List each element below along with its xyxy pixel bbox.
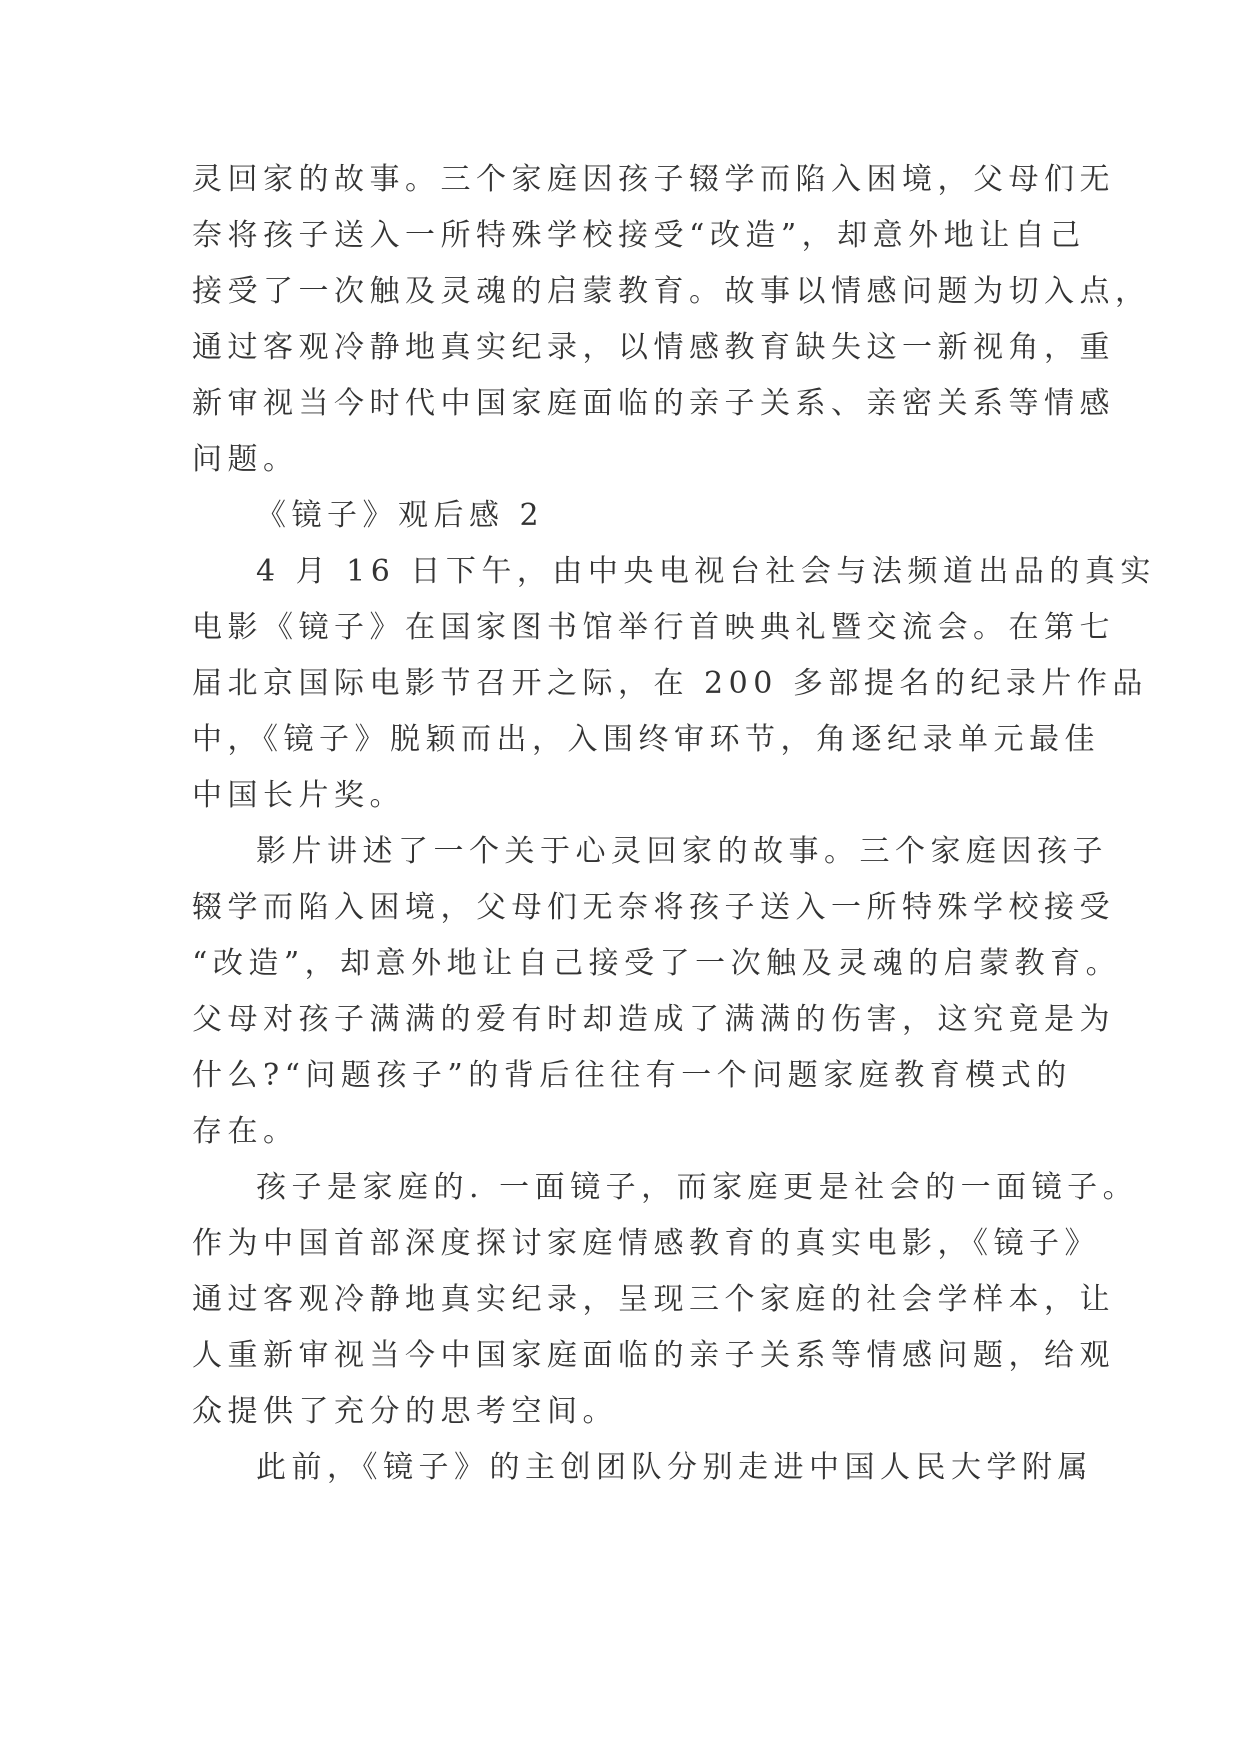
text-line: 什么?“问题孩子”的背后往往有一个问题家庭教育模式的: [192, 1058, 1072, 1093]
text-line: “改造”，却意外地让自己接受了一次触及灵魂的启蒙教育。: [192, 946, 1122, 981]
text-line: 接受了一次触及灵魂的启蒙教育。故事以情感问题为切入点，: [192, 274, 1151, 309]
text-line: 影片讲述了一个关于心灵回家的故事。三个家庭因孩子: [256, 834, 1108, 869]
text-line: 人重新审视当今中国家庭面临的亲子关系等情感问题，给观: [192, 1338, 1115, 1373]
text-line: 奈将孩子送入一所特殊学校接受“改造”，却意外地让自己: [192, 218, 1086, 253]
text-line: 众提供了充分的思考空间。: [192, 1394, 618, 1429]
text-line: 孩子是家庭的. 一面镜子，而家庭更是社会的一面镜子。: [256, 1170, 1139, 1205]
text-line: 中国长片奖。: [192, 778, 405, 813]
section-heading: [192, 488, 1077, 544]
text-line: 中，《镜子》脱颖而出，入围终审环节，角逐纪录单元最佳: [192, 722, 1100, 757]
text-line: 通过客观冷静地真实纪录，呈现三个家庭的社会学样本，让: [192, 1282, 1115, 1317]
text-line: 4 月 16 日下午，由中央电视台社会与法频道出品的真实: [256, 554, 1156, 589]
paragraph-film-story: [192, 824, 1122, 1160]
text-line: 存在。: [192, 1114, 299, 1149]
text-line: 届北京国际电影节召开之际，在 200 多部提名的纪录片作品: [192, 666, 1148, 701]
paragraph-premiere: [192, 544, 1156, 824]
text-line: 灵回家的故事。三个家庭因孩子辍学而陷入困境，父母们无: [192, 162, 1115, 197]
text-line: 问题。: [192, 442, 299, 477]
paragraph-story-continuation: [192, 152, 1151, 488]
text-line: 作为中国首部深度探讨家庭情感教育的真实电影，《镜子》: [192, 1226, 1100, 1261]
text-line: 此前，《镜子》的主创团队分别走进中国人民大学附属: [256, 1450, 1093, 1485]
paragraph-team: [192, 1440, 1093, 1496]
text-line: 电影《镜子》在国家图书馆举行首映典礼暨交流会。在第七: [192, 610, 1115, 645]
text-line: 新审视当今时代中国家庭面临的亲子关系、亲密关系等情感: [192, 386, 1115, 421]
heading-line: 《镜子》观后感 2: [256, 498, 545, 533]
text-line: 父母对孩子满满的爱有时却造成了满满的伤害，这究竟是为: [192, 1002, 1115, 1037]
document-body: [192, 152, 1156, 1496]
paragraph-mirror: [192, 1160, 1139, 1440]
text-line: 辍学而陷入困境，父母们无奈将孩子送入一所特殊学校接受: [192, 890, 1115, 925]
text-line: 通过客观冷静地真实纪录，以情感教育缺失这一新视角，重: [192, 330, 1115, 365]
